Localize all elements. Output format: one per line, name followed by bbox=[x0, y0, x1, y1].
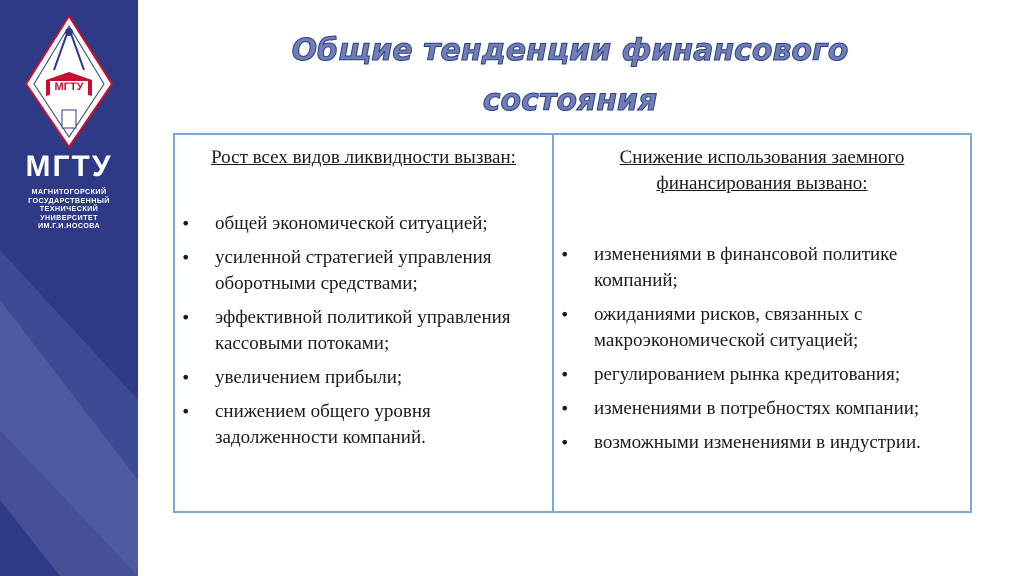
slide-title bbox=[250, 26, 890, 126]
list-item-text: ожиданиями рисков, связанных с макроэкономической ситуацией; bbox=[594, 304, 863, 351]
list-item bbox=[175, 305, 552, 357]
bullet: • bbox=[181, 402, 191, 421]
brand-line: МАГНИТОГОРСКИЙ bbox=[31, 187, 107, 196]
bullet: • bbox=[181, 248, 191, 267]
list-item-text: увеличением прибыли; bbox=[215, 367, 403, 388]
right-column bbox=[554, 135, 970, 511]
logo-text: МГТУ bbox=[54, 81, 84, 93]
list-item-text: эффективной политикой управления кассовыми потоками; bbox=[215, 307, 511, 354]
list-item bbox=[554, 242, 970, 294]
bullet: • bbox=[181, 368, 191, 387]
list-item bbox=[554, 302, 970, 354]
brand-subtitle bbox=[14, 188, 124, 231]
content-table bbox=[173, 133, 972, 513]
right-list bbox=[554, 242, 970, 456]
bullet: • bbox=[181, 308, 191, 327]
list-item-text: изменениями в финансовой политике компаний; bbox=[594, 244, 898, 291]
list-item-text: усиленной стратегией управления оборотными средствами; bbox=[215, 247, 492, 294]
brand-line: ИМ.Г.И.НОСОВА bbox=[37, 221, 101, 231]
bullet: • bbox=[560, 433, 570, 452]
title-line-1: Общие тенденции финансового bbox=[291, 33, 849, 68]
sidebar bbox=[0, 0, 138, 576]
list-item bbox=[554, 362, 970, 388]
list-item bbox=[554, 430, 970, 456]
brand-line: ГОСУДАРСТВЕННЫЙ bbox=[28, 195, 110, 205]
list-item bbox=[175, 399, 552, 451]
list-item bbox=[175, 365, 552, 391]
list-item-text: изменениями в потребностях компании; bbox=[594, 398, 920, 419]
list-item-text: снижением общего уровня задолженности компаний. bbox=[215, 401, 431, 448]
brand-name: МГТУ bbox=[25, 150, 113, 183]
list-item bbox=[175, 211, 552, 237]
list-item bbox=[175, 245, 552, 297]
list-item-text: возможными изменениями в индустрии. bbox=[594, 432, 921, 453]
bullet: • bbox=[560, 399, 570, 418]
right-column-header: Снижение использования заемного финансирования вызвано: bbox=[619, 147, 905, 194]
left-column-header: Рост всех видов ликвидности вызван: bbox=[211, 147, 516, 168]
bullet: • bbox=[560, 305, 570, 324]
brand-line: ТЕХНИЧЕСКИЙ bbox=[39, 204, 99, 214]
left-list bbox=[175, 211, 552, 451]
title-line-2: состояния bbox=[482, 83, 658, 118]
bullet: • bbox=[181, 214, 191, 233]
list-item-text: общей экономической ситуацией; bbox=[215, 213, 488, 234]
bullet: • bbox=[560, 365, 570, 384]
brand-line: УНИВЕРСИТЕТ bbox=[40, 212, 98, 222]
list-item bbox=[554, 396, 970, 422]
bullet: • bbox=[560, 245, 570, 264]
list-item-text: регулированием рынка кредитования; bbox=[594, 364, 901, 385]
left-column bbox=[175, 135, 554, 511]
